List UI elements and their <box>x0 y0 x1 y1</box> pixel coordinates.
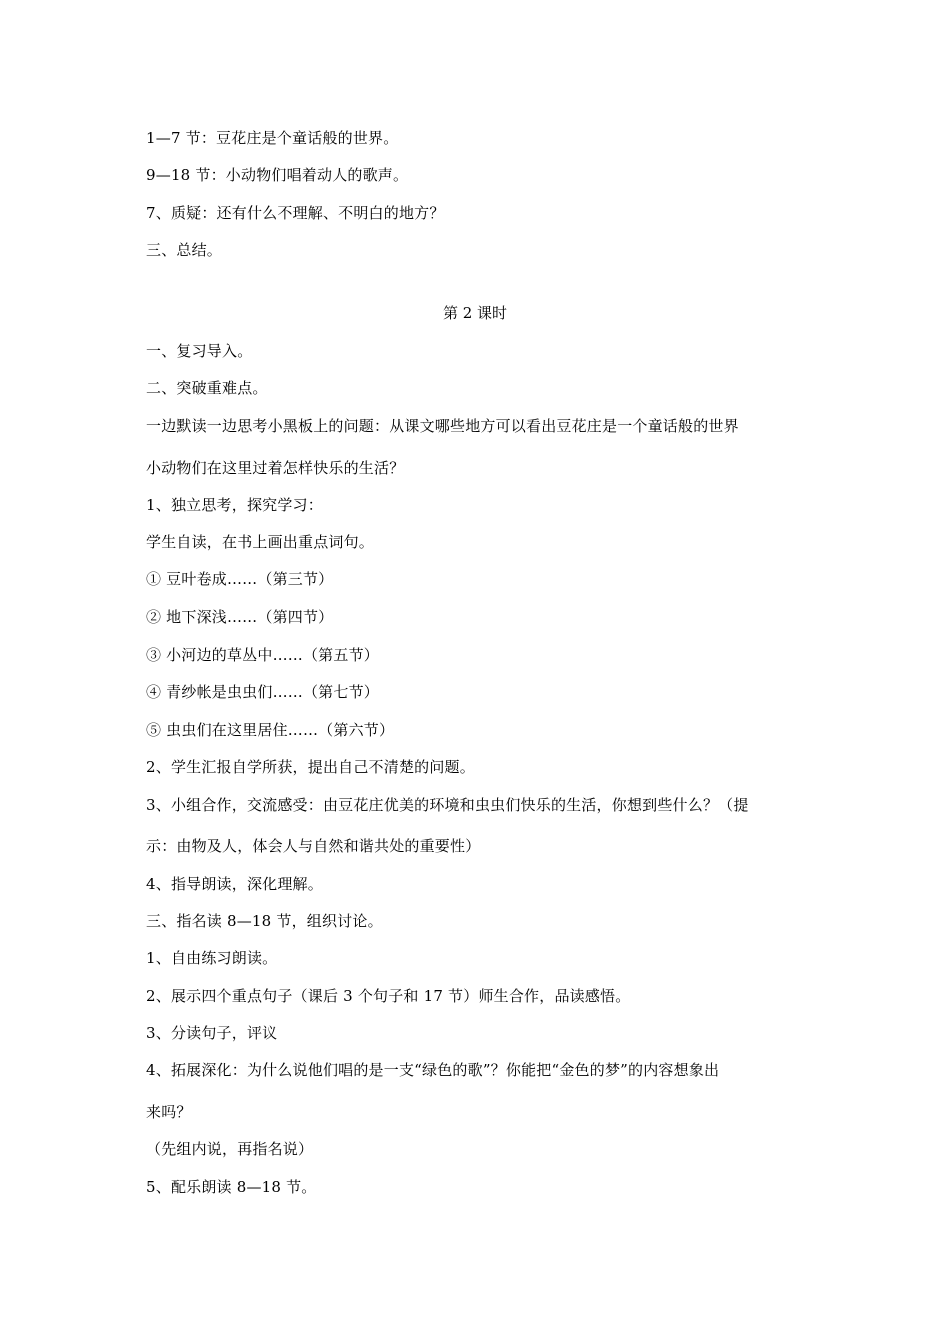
text-line: 5、配乐朗读 8—18 节。 <box>146 1178 317 1196</box>
text-line: ④ 青纱帐是虫虫们……（第七节） <box>146 683 379 701</box>
text-line: 3、小组合作，交流感受：由豆花庄优美的环境和虫虫们快乐的生活，你想到些什么？（提 <box>146 796 749 814</box>
text-line: 1—7 节：豆花庄是个童话般的世界。 <box>146 129 399 147</box>
text-line: （先组内说，再指名说） <box>146 1140 314 1158</box>
text-line: 二、突破重难点。 <box>146 379 268 397</box>
text-line: ⑤ 虫虫们在这里居住……（第六节） <box>146 721 395 739</box>
text-line: 三、总结。 <box>146 241 223 259</box>
text-line: 7、质疑：还有什么不理解、不明白的地方？ <box>146 204 445 222</box>
text-line: 2、展示四个重点句子（课后 3 个句子和 17 节）师生合作，品读感悟。 <box>146 987 631 1005</box>
text-line: 9—18 节：小动物们唱着动人的歌声。 <box>146 166 409 184</box>
text-line: 1、独立思考，探究学习： <box>146 496 323 514</box>
text-line: ③ 小河边的草丛中……（第五节） <box>146 646 379 664</box>
text-line: 一边默读一边思考小黑板上的问题：从课文哪些地方可以看出豆花庄是一个童话般的世界 <box>146 417 739 435</box>
text-line: 4、指导朗读，深化理解。 <box>146 875 323 893</box>
text-line: 4、拓展深化：为什么说他们唱的是一支“绿色的歌”？你能把“金色的梦”的内容想象出 <box>146 1061 720 1079</box>
text-line: 学生自读，在书上画出重点词句。 <box>146 533 375 551</box>
text-line: 三、指名读 8—18 节，组织讨论。 <box>146 912 383 930</box>
text-line: 小动物们在这里过着怎样快乐的生活？ <box>146 459 405 477</box>
text-line: ② 地下深浅……（第四节） <box>146 608 334 626</box>
text-line: 来吗？ <box>146 1103 192 1121</box>
text-line: 3、分读句子，评议 <box>146 1024 278 1042</box>
text-line: ① 豆叶卷成……（第三节） <box>146 570 334 588</box>
text-line: 一、复习导入。 <box>146 342 253 360</box>
section-heading: 第 2 课时 <box>442 304 508 322</box>
text-line: 1、自由练习朗读。 <box>146 949 278 967</box>
text-line: 2、学生汇报自学所获，提出自己不清楚的问题。 <box>146 758 475 776</box>
text-line: 示：由物及人，体会人与自然和谐共处的重要性） <box>146 837 481 855</box>
